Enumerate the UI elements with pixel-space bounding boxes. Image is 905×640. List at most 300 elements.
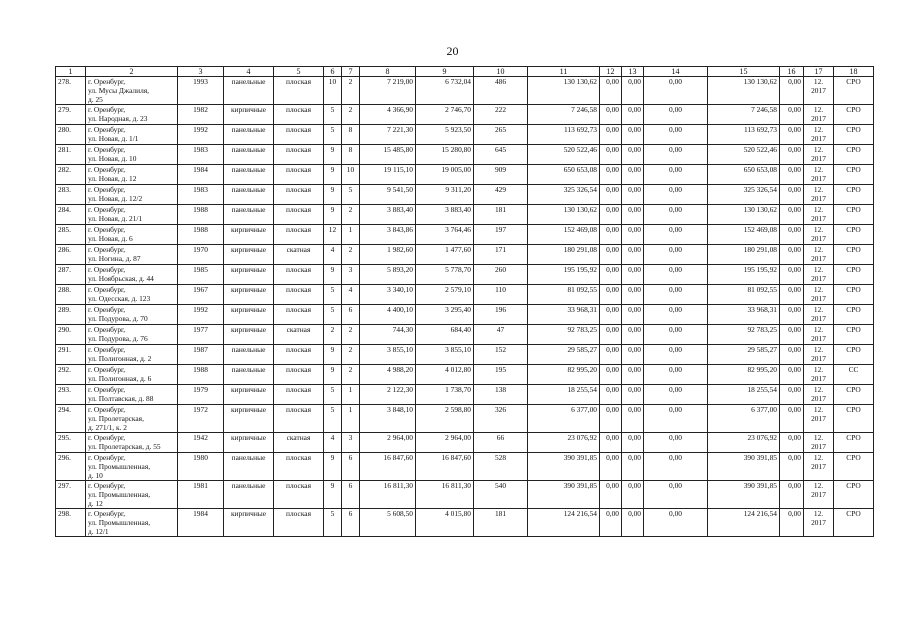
- floors-cell: 9: [324, 145, 342, 165]
- cost-cell: 0,00: [644, 305, 708, 325]
- wall-material-cell: панельные: [224, 453, 274, 481]
- floors-cell: 9: [324, 453, 342, 481]
- table-row: [56, 433, 874, 453]
- total-area-cell: 4 366,90: [360, 105, 416, 125]
- total-area-cell: 7 219,00: [360, 77, 416, 105]
- method-cell: СРО: [834, 285, 874, 305]
- cost-cell: 0,00: [780, 433, 804, 453]
- floors-cell: 4: [324, 245, 342, 265]
- method-cell: СРО: [834, 77, 874, 105]
- row-number: 294.: [56, 405, 86, 433]
- cost-cell: 180 291,08: [708, 245, 780, 265]
- total-area-cell: 5 608,50: [360, 509, 416, 537]
- housing-register-table: [55, 66, 874, 537]
- address-cell: г. Оренбург, ул. Ногина, д. 87: [86, 245, 178, 265]
- method-cell: СРО: [834, 325, 874, 345]
- cost-cell: 0,00: [622, 509, 644, 537]
- living-area-cell: 6 732,04: [416, 77, 474, 105]
- total-area-cell: 4 400,10: [360, 305, 416, 325]
- row-number: 289.: [56, 305, 86, 325]
- table-row: [56, 125, 874, 145]
- address-cell: г. Оренбург, ул. Одесская, д. 123: [86, 285, 178, 305]
- cost-total-cell: 124 216,54: [528, 509, 600, 537]
- address-cell: г. Оренбург, ул. Пролетарская, д. 271/1, к. 2: [86, 405, 178, 433]
- wall-material-cell: кирпичные: [224, 245, 274, 265]
- residents-cell: 171: [474, 245, 528, 265]
- cost-cell: 0,00: [622, 433, 644, 453]
- completion-date-cell: 12. 2017: [804, 305, 834, 325]
- cost-cell: 520 522,46: [708, 145, 780, 165]
- cost-cell: 0,00: [622, 305, 644, 325]
- cost-cell: 0,00: [622, 225, 644, 245]
- total-area-cell: 3 855,10: [360, 345, 416, 365]
- floors-cell: 9: [324, 265, 342, 285]
- residents-cell: 47: [474, 325, 528, 345]
- entrances-cell: 6: [342, 509, 360, 537]
- floors-cell: 5: [324, 509, 342, 537]
- cost-cell: 0,00: [644, 509, 708, 537]
- wall-material-cell: кирпичные: [224, 225, 274, 245]
- residents-cell: 195: [474, 365, 528, 385]
- cost-cell: 0,00: [644, 285, 708, 305]
- cost-cell: 0,00: [622, 453, 644, 481]
- completion-date-cell: 12. 2017: [804, 265, 834, 285]
- wall-material-cell: панельные: [224, 345, 274, 365]
- floors-cell: 9: [324, 205, 342, 225]
- floors-cell: 5: [324, 305, 342, 325]
- living-area-cell: 16 811,30: [416, 481, 474, 509]
- year-cell: 1979: [178, 385, 224, 405]
- residents-cell: 181: [474, 509, 528, 537]
- table-row: [56, 145, 874, 165]
- living-area-cell: 1 738,70: [416, 385, 474, 405]
- cost-cell: 6 377,00: [708, 405, 780, 433]
- method-cell: СРО: [834, 385, 874, 405]
- roof-type-cell: скатная: [274, 245, 324, 265]
- address-cell: г. Оренбург, ул. Подурова, д. 76: [86, 325, 178, 345]
- entrances-cell: 1: [342, 225, 360, 245]
- method-cell: СРО: [834, 345, 874, 365]
- row-number: 296.: [56, 453, 86, 481]
- table-row: [56, 365, 874, 385]
- column-header: 12: [600, 67, 622, 77]
- completion-date-cell: 12. 2017: [804, 145, 834, 165]
- completion-date-cell: 12. 2017: [804, 405, 834, 433]
- living-area-cell: 2 746,70: [416, 105, 474, 125]
- roof-type-cell: плоская: [274, 165, 324, 185]
- year-cell: 1970: [178, 245, 224, 265]
- table-row: [56, 165, 874, 185]
- floors-cell: 5: [324, 285, 342, 305]
- wall-material-cell: кирпичные: [224, 405, 274, 433]
- cost-cell: 92 783,25: [708, 325, 780, 345]
- year-cell: 1993: [178, 77, 224, 105]
- total-area-cell: 16 811,30: [360, 481, 416, 509]
- completion-date-cell: 12. 2017: [804, 453, 834, 481]
- row-number: 284.: [56, 205, 86, 225]
- wall-material-cell: кирпичные: [224, 433, 274, 453]
- cost-cell: 0,00: [644, 453, 708, 481]
- cost-cell: 0,00: [622, 365, 644, 385]
- year-cell: 1992: [178, 125, 224, 145]
- wall-material-cell: кирпичные: [224, 325, 274, 345]
- cost-cell: 0,00: [600, 225, 622, 245]
- completion-date-cell: 12. 2017: [804, 125, 834, 145]
- method-cell: СРО: [834, 105, 874, 125]
- cost-cell: 0,00: [600, 265, 622, 285]
- living-area-cell: 15 280,80: [416, 145, 474, 165]
- column-header: 10: [474, 67, 528, 77]
- entrances-cell: 2: [342, 245, 360, 265]
- roof-type-cell: плоская: [274, 205, 324, 225]
- row-number: 287.: [56, 265, 86, 285]
- floors-cell: 5: [324, 125, 342, 145]
- entrances-cell: 6: [342, 453, 360, 481]
- row-number: 297.: [56, 481, 86, 509]
- cost-total-cell: 650 653,08: [528, 165, 600, 185]
- address-cell: г. Оренбург, ул. Ноябрьская, д. 44: [86, 265, 178, 285]
- table-row: [56, 77, 874, 105]
- total-area-cell: 3 848,10: [360, 405, 416, 433]
- cost-total-cell: 82 995,20: [528, 365, 600, 385]
- cost-cell: 0,00: [780, 385, 804, 405]
- completion-date-cell: 12. 2017: [804, 285, 834, 305]
- table-row: [56, 205, 874, 225]
- year-cell: 1988: [178, 365, 224, 385]
- table-row: [56, 325, 874, 345]
- total-area-cell: 2 122,30: [360, 385, 416, 405]
- roof-type-cell: плоская: [274, 345, 324, 365]
- cost-cell: 152 469,08: [708, 225, 780, 245]
- table-row: [56, 285, 874, 305]
- living-area-cell: 4 012,80: [416, 365, 474, 385]
- table-row: [56, 385, 874, 405]
- page-number: 20: [446, 44, 459, 58]
- cost-cell: 0,00: [600, 285, 622, 305]
- roof-type-cell: плоская: [274, 481, 324, 509]
- completion-date-cell: 12. 2017: [804, 481, 834, 509]
- method-cell: СС: [834, 365, 874, 385]
- living-area-cell: 16 847,60: [416, 453, 474, 481]
- floors-cell: 9: [324, 345, 342, 365]
- method-cell: СРО: [834, 509, 874, 537]
- cost-cell: 130 130,62: [708, 205, 780, 225]
- wall-material-cell: кирпичные: [224, 385, 274, 405]
- cost-cell: 0,00: [600, 185, 622, 205]
- cost-cell: 0,00: [600, 481, 622, 509]
- roof-type-cell: плоская: [274, 453, 324, 481]
- residents-cell: 181: [474, 205, 528, 225]
- completion-date-cell: 12. 2017: [804, 165, 834, 185]
- floors-cell: 9: [324, 185, 342, 205]
- total-area-cell: 744,30: [360, 325, 416, 345]
- residents-cell: 326: [474, 405, 528, 433]
- table-row: [56, 481, 874, 509]
- entrances-cell: 1: [342, 385, 360, 405]
- living-area-cell: 9 311,20: [416, 185, 474, 205]
- year-cell: 1967: [178, 285, 224, 305]
- residents-cell: 486: [474, 77, 528, 105]
- cost-cell: 0,00: [780, 77, 804, 105]
- method-cell: СРО: [834, 165, 874, 185]
- cost-total-cell: 18 255,54: [528, 385, 600, 405]
- entrances-cell: 4: [342, 285, 360, 305]
- column-header: 9: [416, 67, 474, 77]
- floors-cell: 5: [324, 385, 342, 405]
- residents-cell: 152: [474, 345, 528, 365]
- completion-date-cell: 12. 2017: [804, 325, 834, 345]
- cost-total-cell: 33 968,31: [528, 305, 600, 325]
- year-cell: 1985: [178, 265, 224, 285]
- roof-type-cell: плоская: [274, 285, 324, 305]
- address-cell: г. Оренбург, ул. Новая, д. 21/1: [86, 205, 178, 225]
- completion-date-cell: 12. 2017: [804, 245, 834, 265]
- completion-date-cell: 12. 2017: [804, 105, 834, 125]
- column-header: 13: [622, 67, 644, 77]
- entrances-cell: 2: [342, 365, 360, 385]
- year-cell: 1984: [178, 509, 224, 537]
- cost-cell: 130 130,62: [708, 77, 780, 105]
- cost-cell: 0,00: [780, 509, 804, 537]
- cost-total-cell: 23 076,92: [528, 433, 600, 453]
- wall-material-cell: панельные: [224, 165, 274, 185]
- address-cell: г. Оренбург, ул. Промышленная, д. 12/1: [86, 509, 178, 537]
- cost-total-cell: 520 522,46: [528, 145, 600, 165]
- living-area-cell: 4 015,80: [416, 509, 474, 537]
- address-cell: г. Оренбург, ул. Полтавская, д. 88: [86, 385, 178, 405]
- cost-cell: 650 653,08: [708, 165, 780, 185]
- row-number: 278.: [56, 77, 86, 105]
- cost-cell: 0,00: [622, 285, 644, 305]
- living-area-cell: 3 764,46: [416, 225, 474, 245]
- floors-cell: 9: [324, 481, 342, 509]
- completion-date-cell: 12. 2017: [804, 345, 834, 365]
- wall-material-cell: кирпичные: [224, 285, 274, 305]
- completion-date-cell: 12. 2017: [804, 77, 834, 105]
- total-area-cell: 3 340,10: [360, 285, 416, 305]
- address-cell: г. Оренбург, ул. Новая, д. 10: [86, 145, 178, 165]
- row-number: 282.: [56, 165, 86, 185]
- address-cell: г. Оренбург, ул. Народная, д. 23: [86, 105, 178, 125]
- column-header: 16: [780, 67, 804, 77]
- cost-cell: 0,00: [600, 325, 622, 345]
- floors-cell: 10: [324, 77, 342, 105]
- roof-type-cell: плоская: [274, 185, 324, 205]
- completion-date-cell: 12. 2017: [804, 205, 834, 225]
- row-number: 293.: [56, 385, 86, 405]
- row-number: 295.: [56, 433, 86, 453]
- residents-cell: 196: [474, 305, 528, 325]
- column-header: 2: [86, 67, 178, 77]
- cost-cell: 0,00: [600, 125, 622, 145]
- completion-date-cell: 12. 2017: [804, 433, 834, 453]
- method-cell: СРО: [834, 433, 874, 453]
- cost-cell: 0,00: [600, 405, 622, 433]
- cost-cell: 0,00: [600, 305, 622, 325]
- column-header: 11: [528, 67, 600, 77]
- column-number-header: [56, 67, 874, 77]
- cost-cell: 0,00: [622, 325, 644, 345]
- cost-total-cell: 81 092,55: [528, 285, 600, 305]
- cost-cell: 23 076,92: [708, 433, 780, 453]
- year-cell: 1988: [178, 225, 224, 245]
- floors-cell: 12: [324, 225, 342, 245]
- method-cell: СРО: [834, 265, 874, 285]
- cost-cell: 0,00: [622, 265, 644, 285]
- row-number: 298.: [56, 509, 86, 537]
- cost-total-cell: 92 783,25: [528, 325, 600, 345]
- total-area-cell: 2 964,00: [360, 433, 416, 453]
- year-cell: 1977: [178, 325, 224, 345]
- residents-cell: 260: [474, 265, 528, 285]
- method-cell: СРО: [834, 453, 874, 481]
- cost-cell: 0,00: [780, 285, 804, 305]
- cost-cell: 0,00: [622, 105, 644, 125]
- year-cell: 1988: [178, 205, 224, 225]
- roof-type-cell: скатная: [274, 433, 324, 453]
- cost-cell: 0,00: [600, 509, 622, 537]
- wall-material-cell: панельные: [224, 185, 274, 205]
- total-area-cell: 3 843,86: [360, 225, 416, 245]
- method-cell: СРО: [834, 125, 874, 145]
- year-cell: 1992: [178, 305, 224, 325]
- total-area-cell: 1 982,60: [360, 245, 416, 265]
- residents-cell: 66: [474, 433, 528, 453]
- cost-total-cell: 7 246,58: [528, 105, 600, 125]
- roof-type-cell: плоская: [274, 509, 324, 537]
- entrances-cell: 2: [342, 77, 360, 105]
- cost-cell: 0,00: [780, 165, 804, 185]
- residents-cell: 645: [474, 145, 528, 165]
- cost-cell: 0,00: [780, 225, 804, 245]
- living-area-cell: 1 477,60: [416, 245, 474, 265]
- wall-material-cell: панельные: [224, 77, 274, 105]
- table-row: [56, 405, 874, 433]
- table-body: [56, 77, 874, 537]
- cost-total-cell: 180 291,08: [528, 245, 600, 265]
- cost-cell: 0,00: [600, 165, 622, 185]
- entrances-cell: 10: [342, 165, 360, 185]
- cost-cell: 0,00: [622, 165, 644, 185]
- cost-cell: 0,00: [644, 433, 708, 453]
- cost-cell: 0,00: [780, 481, 804, 509]
- cost-total-cell: 390 391,85: [528, 453, 600, 481]
- living-area-cell: 5 778,70: [416, 265, 474, 285]
- cost-cell: 0,00: [780, 405, 804, 433]
- residents-cell: 138: [474, 385, 528, 405]
- address-cell: г. Оренбург, ул. Новая, д. 1/1: [86, 125, 178, 145]
- entrances-cell: 6: [342, 481, 360, 509]
- wall-material-cell: панельные: [224, 481, 274, 509]
- cost-cell: 0,00: [600, 145, 622, 165]
- column-header: 1: [56, 67, 86, 77]
- cost-total-cell: 113 692,73: [528, 125, 600, 145]
- cost-cell: 0,00: [780, 125, 804, 145]
- cost-cell: 0,00: [622, 185, 644, 205]
- entrances-cell: 3: [342, 433, 360, 453]
- entrances-cell: 8: [342, 145, 360, 165]
- cost-cell: 0,00: [780, 205, 804, 225]
- table-row: [56, 105, 874, 125]
- cost-cell: 0,00: [600, 105, 622, 125]
- cost-cell: 0,00: [780, 365, 804, 385]
- cost-cell: 0,00: [780, 105, 804, 125]
- year-cell: 1981: [178, 481, 224, 509]
- entrances-cell: 2: [342, 205, 360, 225]
- address-cell: г. Оренбург, ул. Новая, д. 12: [86, 165, 178, 185]
- cost-cell: 0,00: [780, 185, 804, 205]
- table-row: [56, 185, 874, 205]
- method-cell: СРО: [834, 305, 874, 325]
- column-header: 15: [708, 67, 780, 77]
- wall-material-cell: панельные: [224, 145, 274, 165]
- row-number: 292.: [56, 365, 86, 385]
- cost-cell: 0,00: [600, 385, 622, 405]
- wall-material-cell: панельные: [224, 125, 274, 145]
- floors-cell: 4: [324, 433, 342, 453]
- completion-date-cell: 12. 2017: [804, 185, 834, 205]
- cost-total-cell: 195 195,92: [528, 265, 600, 285]
- cost-cell: 0,00: [644, 125, 708, 145]
- column-header: 6: [324, 67, 342, 77]
- living-area-cell: 2 964,00: [416, 433, 474, 453]
- cost-cell: 390 391,85: [708, 481, 780, 509]
- cost-cell: 33 968,31: [708, 305, 780, 325]
- year-cell: 1984: [178, 165, 224, 185]
- column-header: 18: [834, 67, 874, 77]
- living-area-cell: 5 923,50: [416, 125, 474, 145]
- cost-cell: 0,00: [644, 265, 708, 285]
- entrances-cell: 8: [342, 125, 360, 145]
- wall-material-cell: кирпичные: [224, 509, 274, 537]
- wall-material-cell: панельные: [224, 205, 274, 225]
- entrances-cell: 5: [342, 185, 360, 205]
- column-header: 4: [224, 67, 274, 77]
- completion-date-cell: 12. 2017: [804, 385, 834, 405]
- living-area-cell: 3 855,10: [416, 345, 474, 365]
- cost-total-cell: 29 585,27: [528, 345, 600, 365]
- floors-cell: 9: [324, 165, 342, 185]
- residents-cell: 909: [474, 165, 528, 185]
- wall-material-cell: кирпичные: [224, 305, 274, 325]
- cost-cell: 81 092,55: [708, 285, 780, 305]
- residents-cell: 265: [474, 125, 528, 145]
- address-cell: г. Оренбург, ул. Пролетарская, д. 55: [86, 433, 178, 453]
- cost-cell: 325 326,54: [708, 185, 780, 205]
- cost-cell: 82 995,20: [708, 365, 780, 385]
- table-row: [56, 345, 874, 365]
- address-cell: г. Оренбург, ул. Полигонная, д. 2: [86, 345, 178, 365]
- residents-cell: 429: [474, 185, 528, 205]
- cost-cell: 0,00: [600, 77, 622, 105]
- residents-cell: 110: [474, 285, 528, 305]
- cost-cell: 0,00: [780, 145, 804, 165]
- entrances-cell: 2: [342, 105, 360, 125]
- cost-cell: 0,00: [644, 205, 708, 225]
- cost-cell: 0,00: [644, 481, 708, 509]
- address-cell: г. Оренбург, ул. Подурова, д. 70: [86, 305, 178, 325]
- table-row: [56, 305, 874, 325]
- cost-cell: 0,00: [780, 265, 804, 285]
- completion-date-cell: 12. 2017: [804, 225, 834, 245]
- cost-cell: 0,00: [780, 345, 804, 365]
- cost-total-cell: 130 130,62: [528, 205, 600, 225]
- entrances-cell: 3: [342, 265, 360, 285]
- method-cell: СРО: [834, 205, 874, 225]
- total-area-cell: 9 541,50: [360, 185, 416, 205]
- cost-cell: 0,00: [622, 405, 644, 433]
- cost-cell: 390 391,85: [708, 453, 780, 481]
